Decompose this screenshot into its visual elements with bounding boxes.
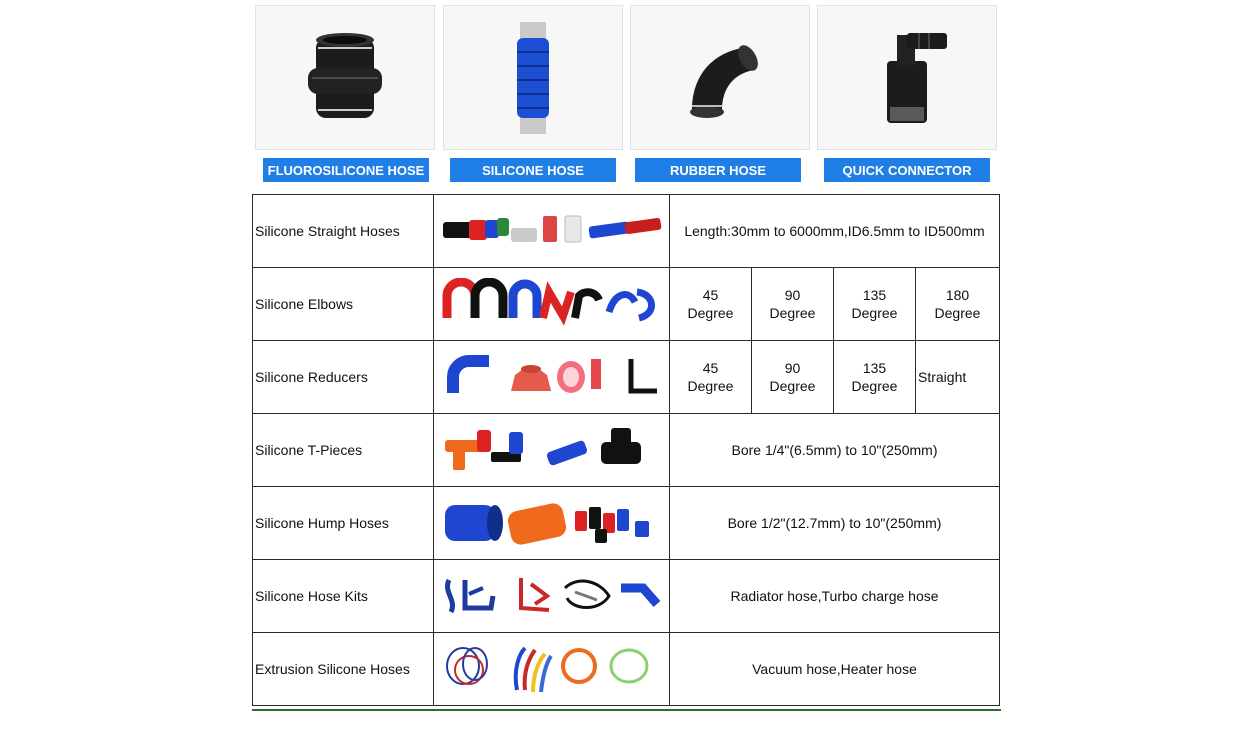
angle-cell	[834, 268, 916, 341]
angle-unit: Degree	[851, 378, 898, 394]
table-row	[253, 414, 1000, 487]
table-bottom-divider	[252, 709, 1001, 711]
angle-unit: Degree	[687, 305, 734, 321]
angle-cell	[752, 268, 834, 341]
product-name-cell: Extrusion Silicone Hoses	[253, 633, 434, 706]
product-image-cell	[434, 268, 670, 341]
hose-kits-image	[439, 570, 664, 620]
category-label-fluorosilicone[interactable]: FLUOROSILICONE HOSE	[263, 158, 429, 182]
product-name-cell: Silicone Hose Kits	[253, 560, 434, 633]
product-image-cell	[434, 414, 670, 487]
angle-value: 180	[945, 287, 970, 303]
table-row	[253, 633, 1000, 706]
category-card-silicone[interactable]	[443, 5, 623, 150]
product-image-cell	[434, 487, 670, 560]
angle-value: 135	[862, 360, 887, 376]
category-label-rubber[interactable]: RUBBER HOSE	[635, 158, 801, 182]
size-range-cell: Bore 1/4"(6.5mm) to 10"(250mm)	[670, 414, 1000, 487]
angle-unit: Degree	[687, 378, 734, 394]
category-label-silicone[interactable]: SILICONE HOSE	[450, 158, 616, 182]
angle-cell	[916, 268, 1000, 341]
category-card-rubber[interactable]	[630, 5, 810, 150]
table-row	[253, 195, 1000, 268]
elbows-image	[439, 278, 664, 328]
angle-cell	[670, 268, 752, 341]
table-row	[253, 560, 1000, 633]
category-card-fluorosilicone[interactable]	[255, 5, 435, 150]
product-name-cell: Silicone Elbows	[253, 268, 434, 341]
product-image-cell	[434, 341, 670, 414]
angle-cell	[670, 341, 752, 414]
extrusion-hoses-image	[439, 640, 664, 696]
fluorosilicone-hose-icon	[300, 28, 390, 128]
angle-unit: Degree	[769, 305, 816, 321]
silicone-hose-icon	[503, 18, 563, 138]
angle-unit: Degree	[851, 305, 898, 321]
size-range-cell: Length:30mm to 6000mm,ID6.5mm to ID500mm	[670, 195, 1000, 268]
hump-hoses-image	[439, 497, 664, 547]
product-image-cell	[434, 633, 670, 706]
category-label-quick-connector[interactable]: QUICK CONNECTOR	[824, 158, 990, 182]
table-row	[253, 268, 1000, 341]
table-row	[253, 341, 1000, 414]
angle-cell	[752, 341, 834, 414]
product-spec-table	[252, 194, 1000, 706]
size-range-cell: Bore 1/2"(12.7mm) to 10"(250mm)	[670, 487, 1000, 560]
angle-value: 135	[862, 287, 887, 303]
table-row	[253, 487, 1000, 560]
angle-unit: Degree	[934, 305, 981, 321]
angle-value: 90	[784, 360, 801, 376]
straight-cell: Straight	[916, 341, 1000, 414]
angle-value: 45	[702, 287, 719, 303]
angle-value: 45	[702, 360, 719, 376]
product-image-cell	[434, 560, 670, 633]
angle-cell	[834, 341, 916, 414]
product-name-cell: Silicone Straight Hoses	[253, 195, 434, 268]
straight-hoses-image	[439, 210, 664, 250]
angle-unit: Degree	[769, 378, 816, 394]
angle-value: 90	[784, 287, 801, 303]
application-cell: Radiator hose,Turbo charge hose	[670, 560, 1000, 633]
application-cell: Vacuum hose,Heater hose	[670, 633, 1000, 706]
t-pieces-image	[439, 424, 664, 474]
category-card-quick-connector[interactable]	[817, 5, 997, 150]
product-name-cell: Silicone T-Pieces	[253, 414, 434, 487]
quick-connector-icon	[857, 23, 957, 133]
product-name-cell: Silicone Reducers	[253, 341, 434, 414]
reducers-image	[439, 351, 664, 401]
rubber-hose-icon	[670, 28, 770, 128]
product-name-cell: Silicone Hump Hoses	[253, 487, 434, 560]
product-image-cell	[434, 195, 670, 268]
